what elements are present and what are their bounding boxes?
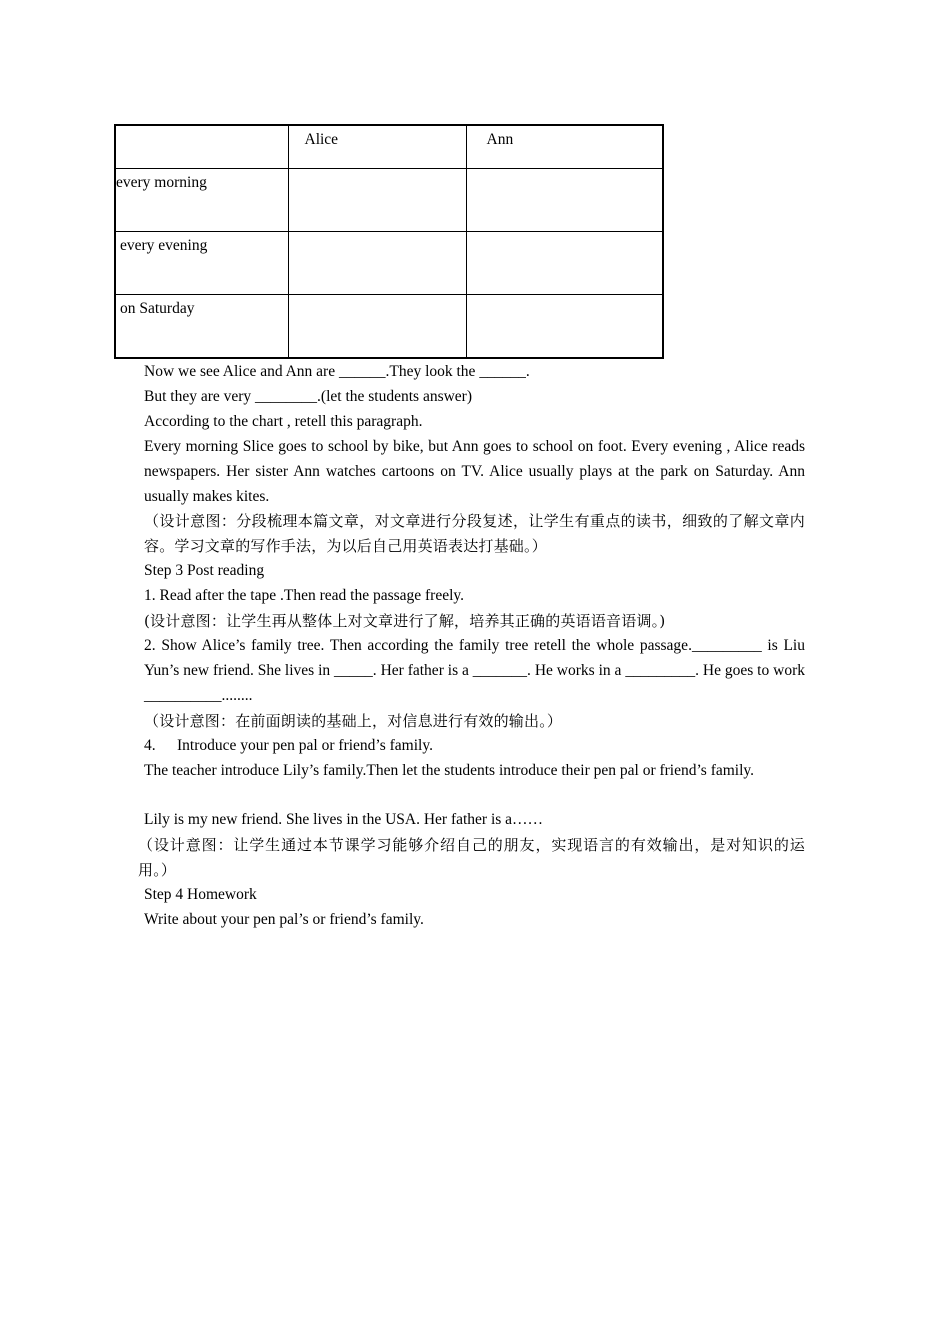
design-intent-note: （设计意图：让学生通过本节课学习能够介绍自己的朋友，实现语言的有效输出，是对知识的运用。） — [138, 836, 805, 880]
table-row — [115, 295, 663, 359]
header-alice: Alice — [304, 131, 339, 148]
list-item: 2. Show Alice’s family tree. Then according the family tree retell the whole passage._________ is Liu Yun’s new friend. She lives in _____. Her father is a _______. He works in a _________. He goes to work __________........ — [144, 636, 805, 704]
retell-paragraph: Every morning Slice goes to school by bike, but Ann goes to school on foot. Every evening , Alice reads newspapers. Her sister Ann watches cartoons on TV. Alice usually plays at the park on Saturday. Ann usually makes kites. — [144, 437, 805, 505]
table-cell — [288, 232, 466, 295]
table-cell — [115, 232, 288, 295]
table-header-cell — [466, 125, 663, 169]
step-heading: Step 4 Homework — [144, 886, 257, 904]
list-item-text: Introduce your pen pal or friend’s family. — [177, 736, 433, 754]
list-item — [144, 734, 805, 759]
lesson-body — [138, 360, 805, 933]
table-cell — [115, 295, 288, 359]
comparison-table — [114, 124, 664, 359]
table-header-row — [115, 125, 663, 169]
blank-line — [144, 783, 805, 808]
row-label: every morning — [116, 174, 207, 191]
list-number: 4. — [144, 736, 156, 754]
step-heading: Step 3 Post reading — [144, 562, 265, 580]
table-cell — [288, 295, 466, 359]
table-row — [115, 232, 663, 295]
table-row — [115, 169, 663, 232]
table-cell — [115, 169, 288, 232]
example-sentence: Lily is my new friend. She lives in the USA. Her father is a…… — [144, 811, 544, 829]
teacher-instruction: The teacher introduce Lily’s family.Then let the students introduce their pen pal or friend’s family. — [144, 761, 755, 779]
table-cell — [466, 169, 663, 232]
fill-in-sentence: Now we see Alice and Ann are ______.They look the ______. — [144, 363, 530, 380]
table-cell — [466, 232, 663, 295]
design-intent-note: （设计意图：分段梳理本篇文章，对文章进行分段复述，让学生有重点的读书，细致的了解文章内容。学习文章的写作手法，为以后自己用英语表达打基础。） — [144, 512, 805, 556]
design-intent-note: （设计意图：在前面朗读的基础上，对信息进行有效的输出。） — [144, 711, 563, 730]
homework-text: Write about your pen pal’s or friend’s family. — [144, 910, 424, 928]
table-cell — [466, 295, 663, 359]
row-label: every evening — [120, 237, 208, 254]
header-ann: Ann — [486, 131, 514, 148]
fill-in-sentence: But they are very ________.(let the students answer) — [144, 387, 472, 405]
instruction-text: According to the chart , retell this paragraph. — [144, 412, 423, 430]
table-header-cell — [288, 125, 466, 169]
table-cell — [288, 169, 466, 232]
design-intent-note: (设计意图：让学生再从整体上对文章进行了解，培养其正确的英语语音语调。) — [144, 612, 666, 631]
row-label: on Saturday — [120, 300, 195, 317]
list-item: 1. Read after the tape .Then read the passage freely. — [144, 587, 465, 605]
table-header-cell — [115, 125, 288, 169]
